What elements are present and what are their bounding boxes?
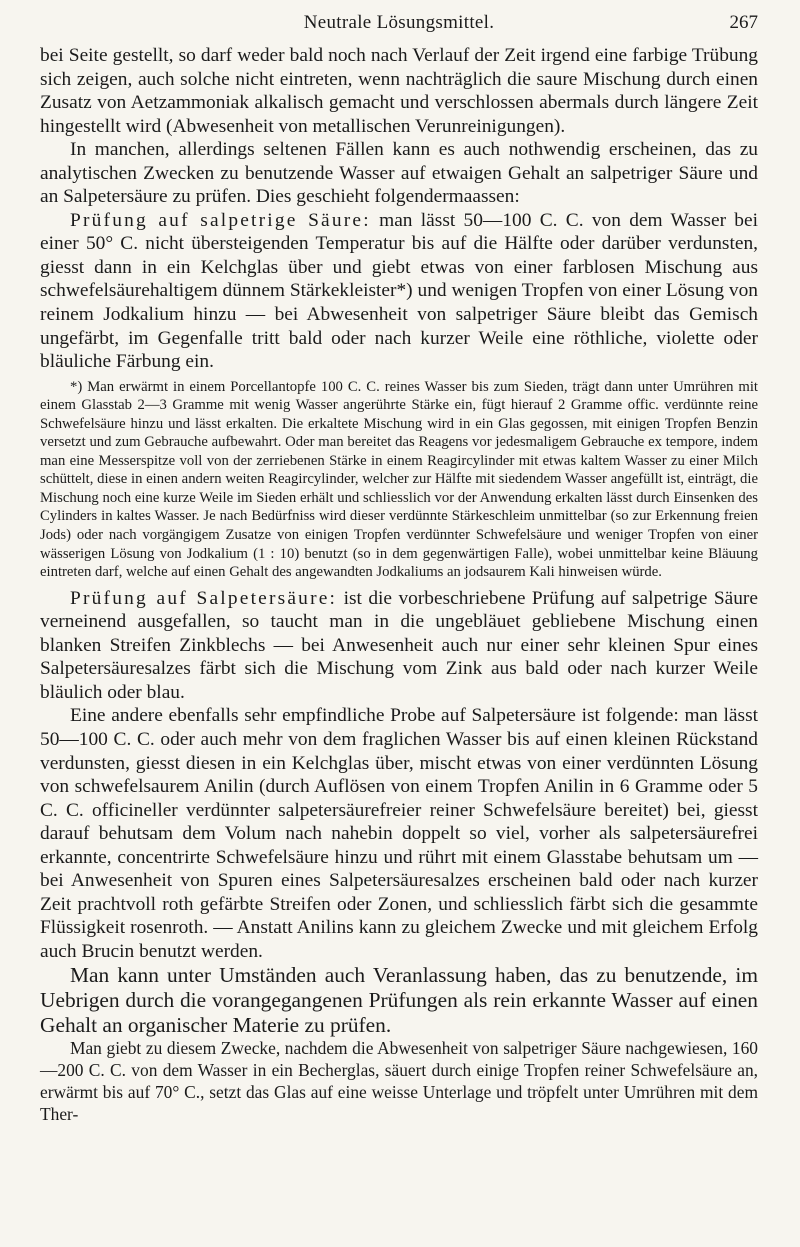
paragraph-nitrate-test: [40, 587, 758, 705]
page-body: [40, 44, 758, 374]
nitrite-test-heading: Prüfung auf salpetrige Säure:: [70, 209, 371, 231]
page-body-continued: [40, 587, 758, 1126]
footnote-text: *) Man erwärmt in einem Porcellantopfe 100 C. C. reines Wasser bis zum Sieden, trägt dann unter Umrühren mit einem Glasstab 2—3 Gramme mit wenig Wasser angerührte Stärke ein, fügt hierauf 2 Gramme offic. verdünnte reine Schwefelsäure hinzu und lässt erkalten. Die erkaltete Mischung wird in ein Glas gegossen, mit einigen Tropfen Benzin versetzt und zum Gebrauche aufbewahrt. Oder man bereitet das Reagens vor jedesmaligem Gebrauche ex tempore, indem man eine Messerspitze voll von der zerriebenen Stärke in einem Reagircylinder mit etwas kaltem Wasser zu einer Milch schüttelt, diese in einen andern weiten Reagircylinder, welcher zur Hälfte mit siedendem Wasser angefüllt ist, einträgt, die Mischung noch eine kurze Weile im Sieden erhält und schliesslich vor der Anwendung erkalten lässt durch Einsenken des Cylinders in kaltes Wasser. Je nach Bedürfniss wird dieser verdünnte Stärkeschleim unmittelbar (so zur Erkennung freien Jods) oder nach vorgängigem Zusatze von einigen Tropfen verdünnter Schwefelsäure und weniger Tropfen von einer wässerigen Lösung von Jodkalium (1 : 10) benutzt (so in dem gegenwärtigen Falle), wobei unmittelbar keine Bläuung eintreten darf, welche auf einen Gehalt des angewandten Jodkaliums an jodsaurem Kali hinweisen würde.: [40, 378, 758, 581]
paragraph-organic-matter: Man kann unter Umständen auch Veranlassung haben, das zu benutzende, im Uebrigen durch die vorangegangenen Prüfungen als rein erkannte Wasser auf einen Gehalt an organischer Materie zu prüfen.: [40, 963, 758, 1038]
nitrate-test-text: ist die vorbeschriebene Prüfung auf salpetrige Säure verneinend ausgefallen, so taucht man in die ungebläuet gebliebene Mischung einen blanken Streifen Zinkblechs — bei Anwesenheit auch nur einer sehr kleinen Spur eines Salpetersäuresalzes färbt sich die Mischung vom Zink aus bald oder nach kurzer Weile bläulich oder blau.: [40, 587, 758, 703]
paragraph-introduction-nitrite-nitrate: In manchen, allerdings seltenen Fällen kann es auch nothwendig erscheinen, das zu analytischen Zwecken zu benutzende Wasser auf etwaigen Gehalt an salpetriger Säure und an Salpetersäure zu prüfen. Dies geschieht folgendermaassen:: [40, 139, 758, 208]
running-title: Neutrale Lösungsmittel.: [303, 12, 495, 33]
paragraph-nitrite-test: [40, 209, 758, 374]
nitrate-test-heading: Prüfung auf Salpetersäure:: [70, 587, 338, 609]
paragraph-aniline-test: Eine andere ebenfalls sehr empfindliche Probe auf Salpetersäure ist folgende: man lässt 50—100 C. C. oder auch mehr von dem fraglichen Wasser bis auf einen kleinen Rückstand verdunsten, giesst diesen in ein Kelchglas über, mischt etwas von einer verdünnten Lösung von schwefelsaurem Anilin (durch Auflösen von einem Tropfen Anilin in 6 Gramme oder 5 C. C. officineller verdünnter salpetersäurefreier reiner Schwefelsäure bereitet) bei, giesst darauf behutsam dem Volum nach nahebin doppelt so viel, vorher als salpetersäurefrei erkannte, concentrirte Schwefelsäure hinzu und rührt mit einem Glasstabe behutsam um — bei Anwesenheit von Spuren eines Salpetersäuresalzes erscheinen bald oder nach kurzer Zeit prachtvoll roth gefärbte Streifen oder Zonen, und schliesslich färbt sich die gesammte Flüssigkeit rosenroth. — Anstatt Anilins kann zu gleichem Zwecke und mit gleichem Erfolg auch Brucin benutzt werden.: [40, 705, 758, 962]
footnote: [40, 378, 758, 582]
paragraph-organic-procedure: Man giebt zu diesem Zwecke, nachdem die Abwesenheit von salpetriger Säure nachgewiesen, 160—200 C. C. von dem Wasser in ein Becherglas, säuert durch einige Tropfen reiner Schwefelsäure an, erwärmt bis auf 70° C., setzt das Glas auf eine weisse Unterlage und tröpfelt unter Umrühren mit dem Ther-: [40, 1038, 758, 1124]
page-number: 267: [729, 12, 758, 33]
nitrite-test-text: man lässt 50—100 C. C. von dem Wasser bei einer 50° C. nicht übersteigenden Temperatur bis auf die Hälfte oder darüber verdunsten, giesst dann in ein Kelchglas über und giebt etwas von einer farblosen Mischung aus schwefelsäurehaltigem dünnem Stärkekleister*) und wenigen Tropfen von einer Lösung von reinem Jodkalium hinzu — bei Abwesenheit von salpetriger Säure bleibt das Gemisch ungefärbt, im Gegenfalle tritt bald oder nach kurzer Weile eine röthliche, violette oder bläuliche Färbung ein.: [40, 209, 758, 373]
paragraph-metal-impurities: bei Seite gestellt, so darf weder bald noch nach Verlauf der Zeit irgend eine farbige Trübung sich zeigen, auch solche nicht eintreten, wenn nachträglich die saure Mischung durch einen Zusatz von Aetzammoniak alkalisch gemacht und verschlossen abermals durch längere Zeit hingestellt wird (Abwesenheit von metallischen Verunreinigungen).: [40, 45, 758, 137]
page-header: [40, 0, 758, 44]
